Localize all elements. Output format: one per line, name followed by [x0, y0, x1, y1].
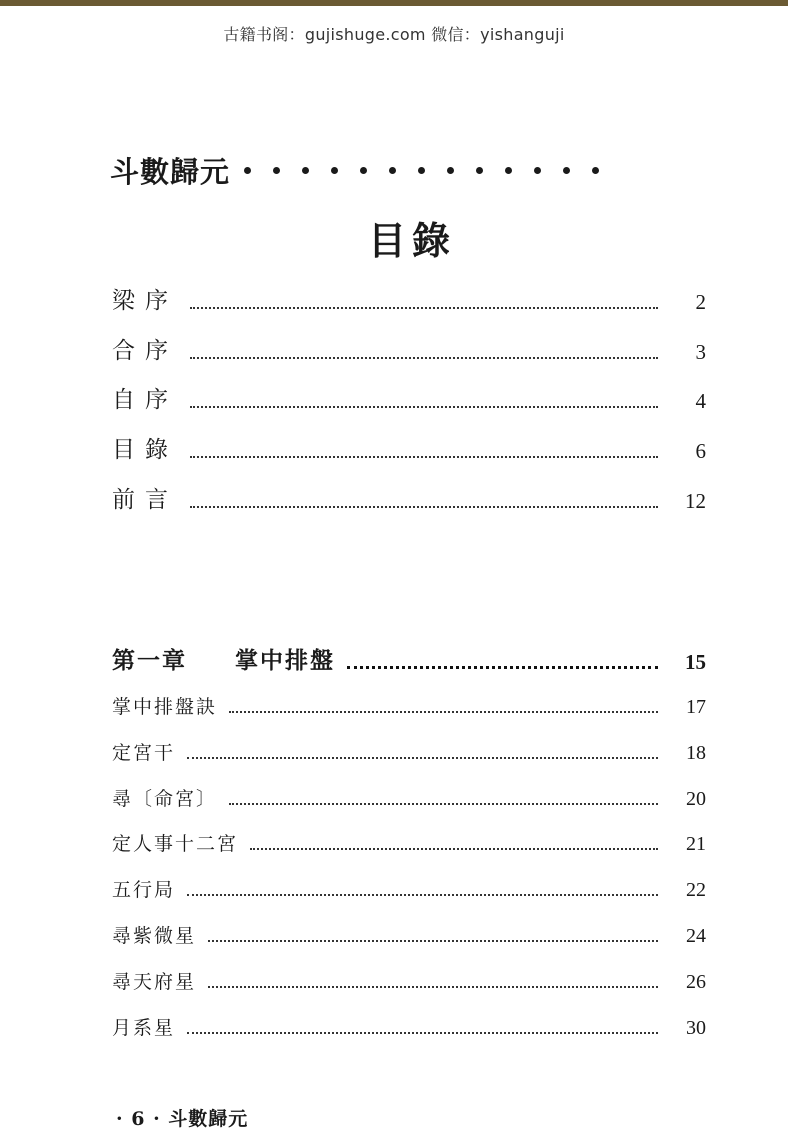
- toc-entry-page: 6: [695, 439, 706, 463]
- chapter-page: 15: [685, 650, 706, 674]
- toc-heading: 目錄: [367, 218, 456, 263]
- toc-entry[interactable]: [112, 967, 706, 994]
- chapter-number: 第一章: [112, 647, 187, 674]
- toc-entry[interactable]: [112, 381, 706, 414]
- toc-entry-page: 22: [686, 879, 706, 901]
- dot-leader: [229, 710, 658, 713]
- toc-entry-label: 合序: [112, 338, 178, 364]
- toc-entry[interactable]: [112, 875, 706, 902]
- dot-leader: [190, 306, 658, 309]
- toc-entry-label: 尋紫微星: [112, 925, 197, 947]
- toc-entry-page: 2: [695, 290, 706, 314]
- toc-entry-page: 30: [686, 1017, 706, 1039]
- top-border: [0, 0, 788, 6]
- toc-entry-page: 20: [686, 788, 706, 810]
- toc-entry[interactable]: [112, 829, 706, 856]
- toc-entry-label: 五行局: [112, 879, 176, 901]
- toc-entry-label: 定人事十二宮: [112, 833, 239, 855]
- book-title-header: [110, 150, 700, 190]
- dot-leader: [187, 1031, 658, 1034]
- toc-entry[interactable]: [112, 738, 706, 765]
- toc-entry[interactable]: [112, 332, 706, 365]
- toc-entry[interactable]: [112, 784, 706, 811]
- toc-entry-label: 自序: [112, 387, 178, 413]
- toc-entry-page: 12: [685, 489, 706, 513]
- toc-entry-label: 前言: [112, 487, 178, 513]
- chapter-title: 掌中排盤: [235, 647, 335, 674]
- dot-leader: [190, 505, 658, 508]
- toc-entry-label: 尋天府星: [112, 971, 197, 993]
- toc-entry-page: 4: [695, 389, 706, 413]
- toc-entry[interactable]: [112, 431, 706, 464]
- toc-entry-page: 21: [686, 833, 706, 855]
- dot-leader: [187, 756, 658, 759]
- dot-leader: [190, 356, 658, 359]
- watermark: 古籍书阁：gujishuge.com 微信：yishanguji: [223, 25, 565, 44]
- toc-entry-page: 18: [686, 742, 706, 764]
- dot-leader: [347, 665, 658, 669]
- toc-entry-label: 掌中排盤訣: [112, 696, 218, 718]
- chapter-label: [112, 642, 335, 675]
- dot-leader: [229, 802, 658, 805]
- toc-entry-page: 24: [686, 925, 706, 947]
- book-title: 斗數歸元: [110, 154, 231, 189]
- chapter-entry[interactable]: [112, 642, 706, 675]
- toc-entry[interactable]: [112, 921, 706, 948]
- toc-entry-label: 梁序: [112, 288, 178, 314]
- dot-leader: [250, 847, 658, 850]
- title-dot-leader: [244, 167, 599, 174]
- dot-leader: [190, 455, 658, 458]
- toc-entry[interactable]: [112, 692, 706, 719]
- toc-entry-label: 尋〔命宮〕: [112, 788, 218, 810]
- toc-entry[interactable]: [112, 282, 706, 315]
- toc-entry[interactable]: [112, 1013, 706, 1040]
- dot-leader: [187, 893, 658, 896]
- dot-leader: [190, 405, 658, 408]
- toc-entry-label: 定宮干: [112, 742, 176, 764]
- dot-leader: [208, 985, 658, 988]
- page-footer: · 6 · 斗數歸元: [116, 1108, 249, 1130]
- toc-entry[interactable]: [112, 481, 706, 514]
- toc-entry-page: 26: [686, 971, 706, 993]
- toc-entry-label: 月系星: [112, 1017, 176, 1039]
- toc-entry-label: 目錄: [112, 437, 178, 463]
- toc-entry-page: 17: [686, 696, 706, 718]
- toc-entry-page: 3: [695, 340, 706, 364]
- dot-leader: [208, 939, 658, 942]
